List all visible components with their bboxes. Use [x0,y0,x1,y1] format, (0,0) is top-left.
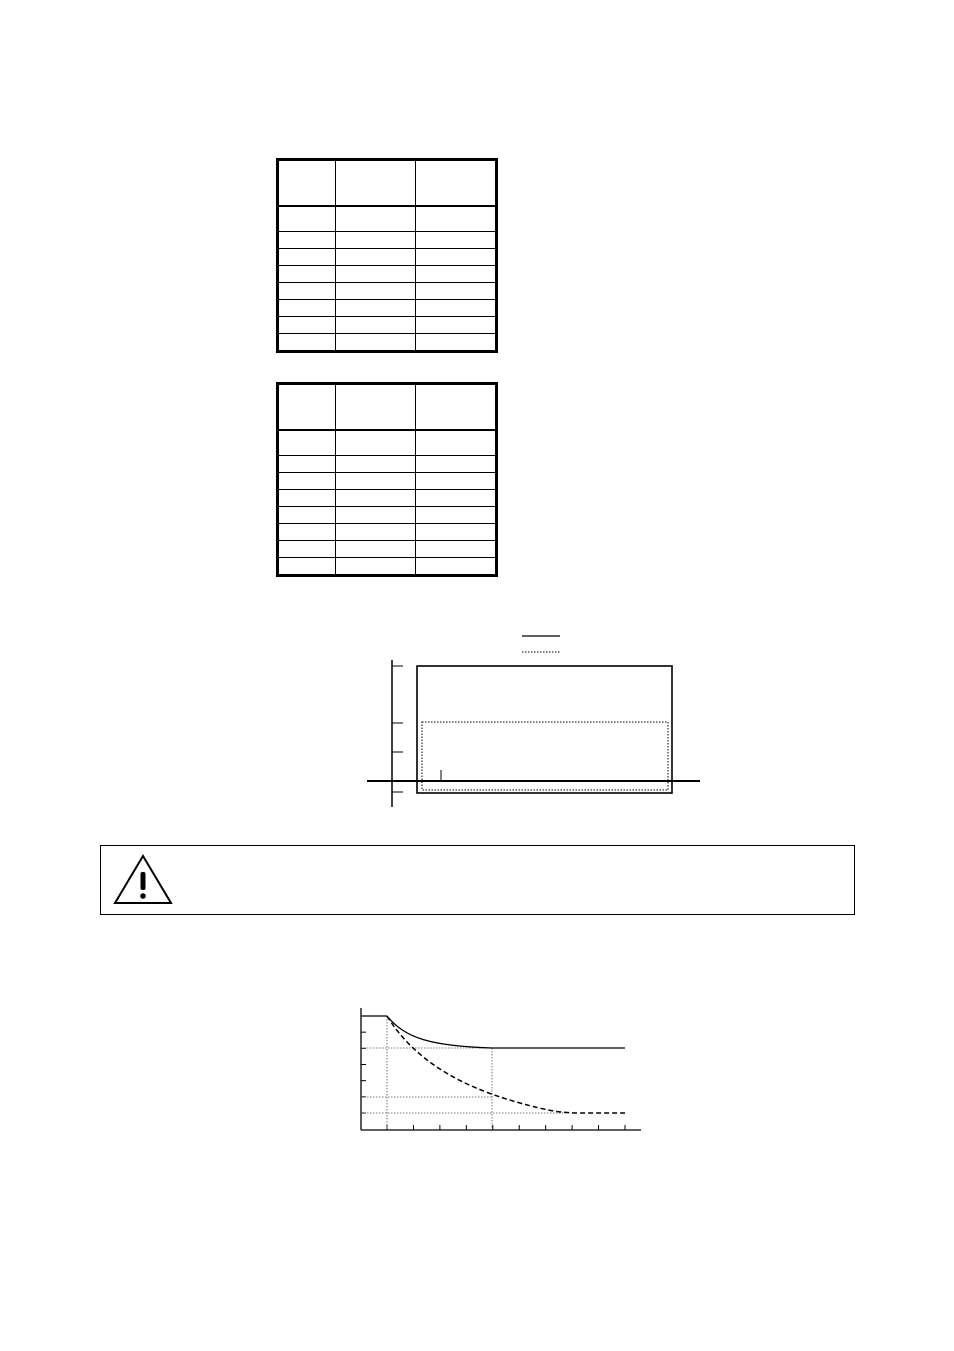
table-row [279,249,496,266]
table-header-cell [279,161,336,207]
warning-callout [100,845,855,915]
table-cell [279,507,336,524]
dotted-pulse [422,722,668,790]
table-cell [335,283,415,300]
table-row [279,541,496,558]
dashed-decay-curve [387,1016,625,1113]
table-cell [415,430,495,456]
table-row [279,206,496,232]
table-cell [415,300,495,317]
table-cell [279,283,336,300]
table-cell [279,300,336,317]
table-cell [279,317,336,334]
table-row [279,232,496,249]
table-cell [415,473,495,490]
table-cell [335,558,415,575]
table-cell [415,266,495,283]
table-header-cell [415,385,495,431]
warning-triangle-icon [112,853,174,907]
table-cell [335,334,415,351]
table-cell [335,317,415,334]
table-header-row [279,385,496,431]
table-cell [415,317,495,334]
table-row [279,558,496,575]
table-cell [415,490,495,507]
table-cell [335,473,415,490]
table-cell [415,206,495,232]
table-cell [279,249,336,266]
solid-pulse [417,666,672,793]
table-cell [415,283,495,300]
table-cell [415,558,495,575]
table-header-cell [279,385,336,431]
table-cell [415,232,495,249]
table-cell [279,473,336,490]
table-row [279,300,496,317]
table-row [279,334,496,351]
table-cell [415,249,495,266]
table-cell [279,232,336,249]
table-row [279,266,496,283]
table-row [279,507,496,524]
table-cell [279,541,336,558]
table-cell [279,490,336,507]
table-cell [335,266,415,283]
table-header-cell [335,385,415,431]
table-cell [415,507,495,524]
table-row [279,317,496,334]
table-cell [335,490,415,507]
table-cell [279,206,336,232]
table-cell [279,334,336,351]
table-cell [335,430,415,456]
table-cell [335,249,415,266]
table-row [279,283,496,300]
table-cell [415,456,495,473]
table-row [279,430,496,456]
table-cell [335,541,415,558]
table-cell [415,541,495,558]
table-cell [415,524,495,541]
table-cell [279,524,336,541]
table-header-cell [335,161,415,207]
table-header-cell [415,161,495,207]
table-cell [335,507,415,524]
table-row [279,473,496,490]
x-ticks [387,1125,625,1130]
solid-decay-curve [387,1016,625,1048]
table-cell [335,524,415,541]
data-table-1 [276,158,498,353]
data-table-2 [276,382,498,577]
table-cell [279,266,336,283]
table-cell [335,206,415,232]
table-cell [279,430,336,456]
table-cell [279,558,336,575]
table-cell [415,334,495,351]
table-row [279,524,496,541]
table-cell [279,456,336,473]
table-cell [335,232,415,249]
table-cell [335,456,415,473]
table-cell [335,300,415,317]
y-ticks [361,1016,366,1113]
table-header-row [279,161,496,207]
table-row [279,456,496,473]
table-row [279,490,496,507]
